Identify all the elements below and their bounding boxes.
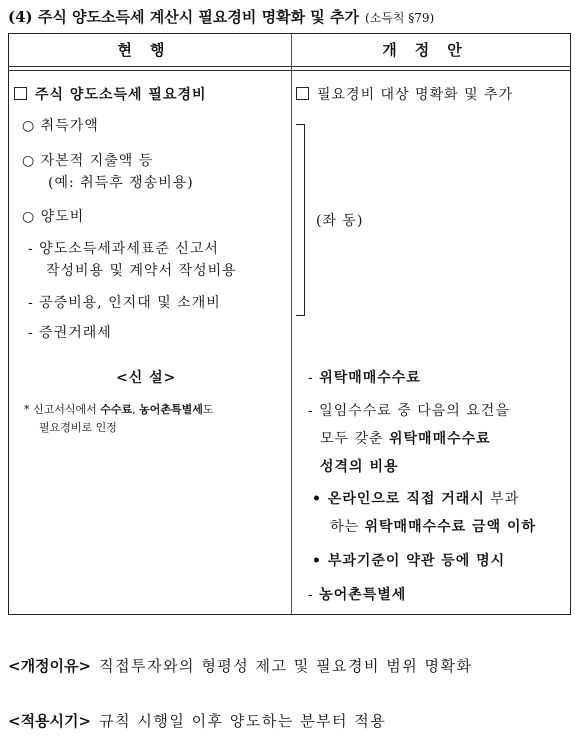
current-heading-text: 주식 양도소득세 필요경비 (35, 87, 207, 103)
revised-item-bold: 농어촌특별세 (319, 587, 407, 603)
dash: - (308, 370, 320, 386)
header-revised: 개정안 (293, 35, 569, 65)
revised-heading-text: 필요경비 대상 명확화 및 추가 (317, 87, 514, 103)
revised-bullet-bold: • 온라인으로 직접 거래시 (312, 491, 485, 507)
header-rule-bottom (8, 70, 571, 71)
checkbox-icon (14, 87, 27, 100)
revised-text: 하는 (330, 519, 365, 535)
revised-heading (296, 84, 513, 104)
new-provision-label: <신 설> (116, 370, 177, 386)
note-text: 신고서식에서 (33, 403, 101, 416)
current-subitem-cont: 작성비용 및 계약서 작성비용 (46, 263, 237, 279)
revised-item (308, 584, 406, 604)
current-heading (14, 84, 207, 104)
timing-line (8, 710, 386, 731)
note-bold: 농어촌특별세 (139, 403, 203, 416)
current-subitem: - 양도소득세과세표준 신고서 (28, 241, 219, 257)
timing-text: 규칙 시행일 이후 양도하는 분부터 적용 (99, 712, 387, 730)
current-note (24, 401, 214, 417)
section-title (8, 6, 434, 27)
current-item-example: (예: 취득후 쟁송비용) (48, 175, 194, 191)
header-rule-top (8, 66, 571, 67)
revised-item-bold: 위탁매매수수료 (389, 431, 491, 447)
revised-item-bold: 위탁매매수수료 (319, 370, 421, 386)
revised-item (308, 367, 421, 387)
reason-label: <개정이유> (8, 657, 92, 675)
header-current: 현행 (10, 35, 290, 65)
revised-text: 부과 (484, 491, 520, 507)
revised-item-cont (320, 428, 491, 448)
current-item: ○ 자본적 지출액 등 (22, 153, 154, 169)
timing-label: <적용시기> (8, 712, 92, 730)
current-item: ○ 취득가액 (22, 118, 99, 134)
current-item: ○ 양도비 (22, 209, 85, 225)
column-divider (291, 33, 292, 615)
reason-text: 직접투자와의 형평성 제고 및 필요경비 범위 명확화 (99, 657, 473, 675)
note-text: 도 (202, 403, 214, 416)
current-note-line2: 필요경비로 인정 (39, 421, 117, 434)
dash: - (308, 587, 320, 603)
revised-item: - 일임수수료 중 다음의 요건을 (308, 403, 510, 419)
revised-text: 모두 갖춘 (320, 431, 389, 447)
current-subitem: - 공증비용, 인지대 및 소개비 (28, 295, 221, 311)
same-as-left: (좌 동) (316, 213, 364, 229)
revised-bullet (312, 488, 519, 508)
current-subitem: - 증권거래세 (28, 325, 112, 341)
revised-item-cont: 성격의 비용 (320, 459, 399, 475)
revised-bullet-cont (330, 516, 536, 536)
revised-bullet-bold: 위탁매매수수료 금액 이하 (364, 519, 537, 535)
note-star: * (24, 403, 30, 416)
note-bold: 수수료 (100, 403, 133, 416)
law-reference: (소득칙 §79) (365, 11, 435, 25)
bracket-icon (296, 124, 305, 316)
note-text: , (132, 403, 140, 416)
section-title-text: (4) 주식 양도소득세 계산시 필요경비 명확화 및 추가 (8, 8, 359, 26)
checkbox-icon (296, 87, 309, 100)
revised-bullet: • 부과기준이 약관 등에 명시 (312, 553, 506, 569)
reason-line (8, 655, 473, 676)
